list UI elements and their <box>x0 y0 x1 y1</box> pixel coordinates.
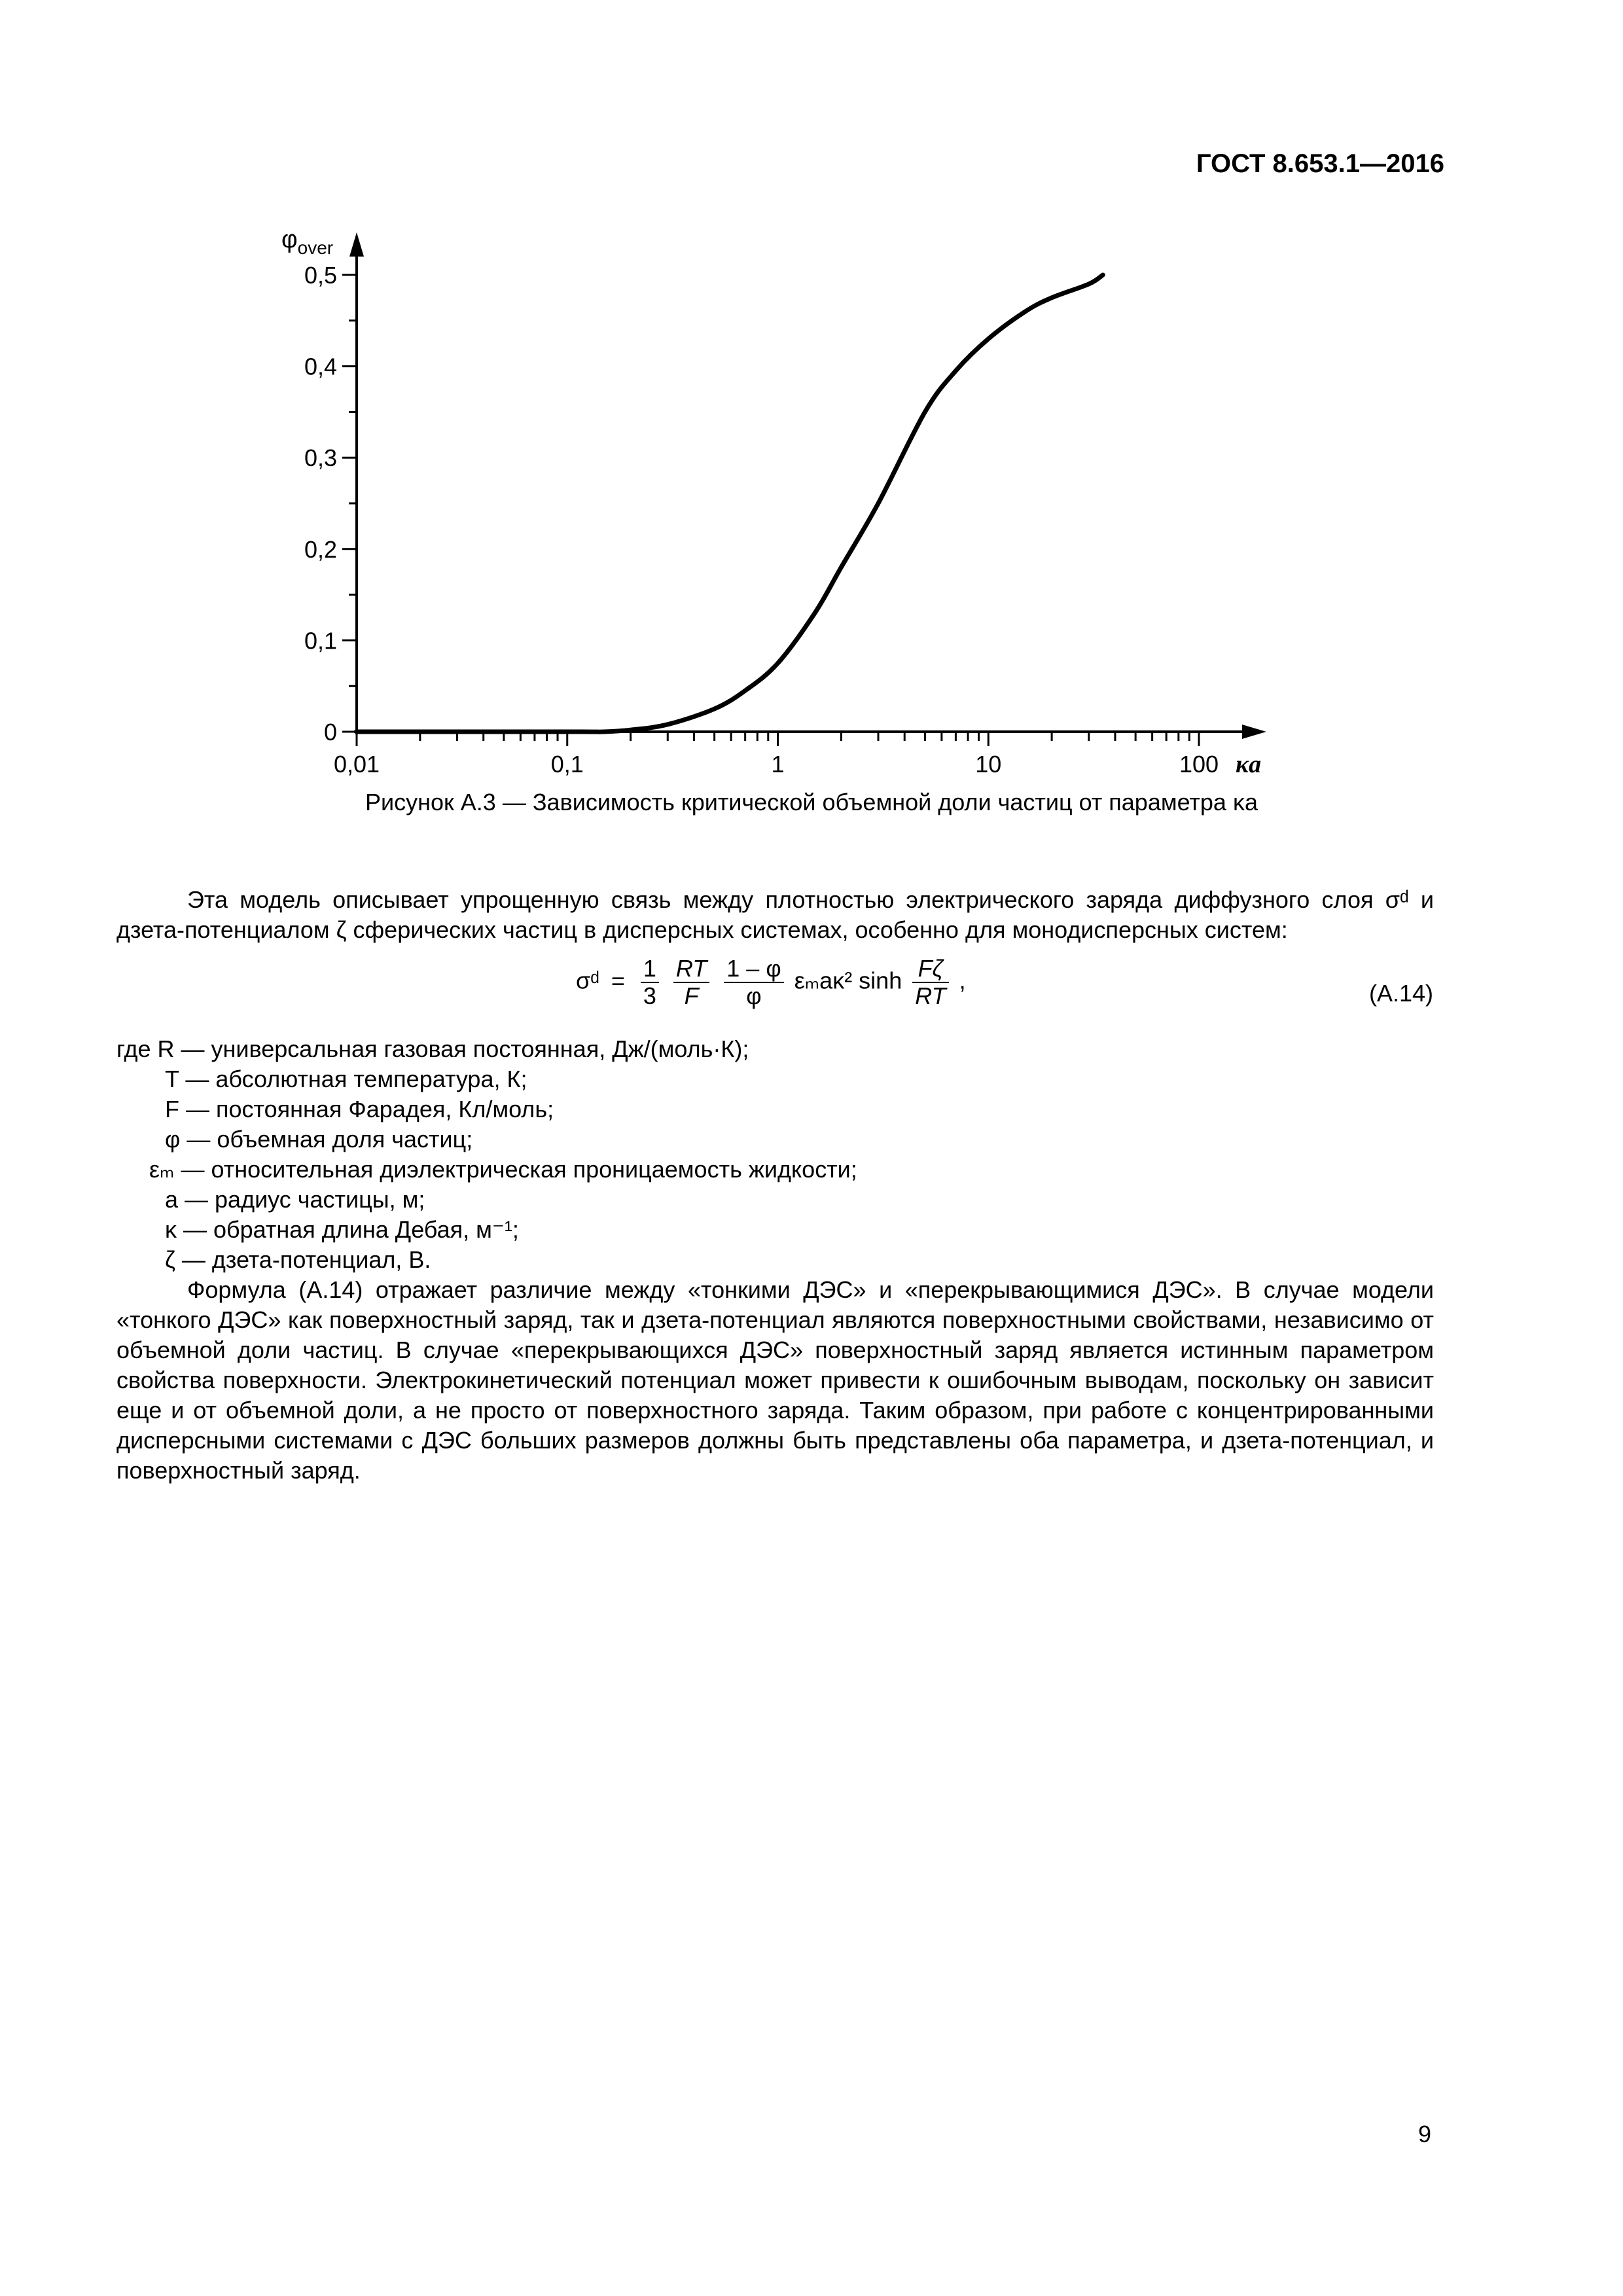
definition-item: a — радиус частицы, м; <box>165 1186 425 1213</box>
page-number: 9 <box>1418 2121 1431 2147</box>
fraction-4 <box>912 956 948 1009</box>
intro-paragraph: Эта модель описывает упрощенную связь между плотностью электрического заряда диффузного слоя σᵈ и дзета-потенциалом ζ сферических частиц в дисперсных системах, особенно для монодисперсных систем: <box>116 886 1434 943</box>
fraction-2-den: F <box>684 982 699 1009</box>
definition-item: φ — объемная доля частиц; <box>165 1126 473 1153</box>
definition-item: T — абсолютная температура, К; <box>165 1066 527 1092</box>
y-tick-label: 0,2 <box>304 535 337 563</box>
x-axis-arrow <box>1242 725 1266 739</box>
main-paragraph: Формула (A.14) отражает различие между «тонкими ДЭС» и «перекрывающимися ДЭС». В случае модели «тонкого ДЭС» как поверхностный заряд, так и дзета-потенциал являются поверхностными свойствами, независимо от объемной доли частиц. В случае «перекрывающихся ДЭС» поверхностный заряд является истинным параметром свойства поверхности. Электрокинетический потенциал может привести к ошибочным выводам, поскольку он зависит еще и от объемной доли, а не просто от поверхностного заряда. Таким образом, при работе с концентрированными дисперсными системами с ДЭС больших размеров должны быть представлены оба параметра, и дзета-потенциал, и поверхностный заряд. <box>116 1276 1434 1484</box>
x-tick-label: 0,01 <box>333 751 380 778</box>
x-tick-label: 1 <box>771 751 785 778</box>
series-line <box>357 275 1103 732</box>
x-ticks <box>334 732 1219 778</box>
chart <box>0 0 1623 825</box>
fraction-4-num: Fζ <box>912 956 948 983</box>
formula-a14 <box>576 956 1427 1034</box>
fraction-1-num: 1 <box>641 956 659 983</box>
definition-item: где R — универсальная газовая постоянная, Дж/(моль·К); <box>116 1035 749 1062</box>
fraction-3-den: φ <box>746 982 762 1009</box>
y-axis-label: $\varphi_{over}$ <box>281 226 334 258</box>
x-axis-label: κa <box>1236 751 1262 778</box>
formula-number: (A.14) <box>1368 980 1433 1007</box>
definition-item: F — постоянная Фарадея, Кл/моль; <box>165 1096 554 1122</box>
fraction-1-den: 3 <box>643 982 656 1009</box>
chart-axes <box>349 232 1266 739</box>
x-tick-label: 0,1 <box>550 751 584 778</box>
y-tick-label: 0,3 <box>304 444 337 472</box>
formula-middle: εₘaκ² sinh <box>794 967 902 994</box>
fraction-2 <box>673 956 709 1009</box>
fraction-2-num: RT <box>673 956 709 983</box>
x-tick-label: 10 <box>975 751 1002 778</box>
y-axis-arrow <box>349 232 364 257</box>
fraction-3 <box>724 956 783 1009</box>
y-tick-label: 0,5 <box>304 262 337 289</box>
y-tick-label: 0 <box>323 719 337 745</box>
fraction-1 <box>641 956 659 1009</box>
definition-item: εₘ — относительная диэлектрическая проницаемость жидкости; <box>149 1156 857 1183</box>
y-tick-label: 0,4 <box>304 353 337 380</box>
formula-tail: , <box>959 967 966 994</box>
definition-item: ζ — дзета-потенциал, В. <box>165 1246 431 1273</box>
formula-lhs: σᵈ <box>576 967 599 994</box>
formula-eq: = <box>611 967 625 994</box>
definition-item: κ — обратная длина Дебая, м⁻¹; <box>165 1216 519 1243</box>
y-ticks <box>304 262 357 745</box>
definitions-list <box>116 1034 857 1275</box>
document-header: ГОСТ 8.653.1—2016 <box>1196 149 1444 178</box>
y-tick-label: 0,1 <box>304 627 337 655</box>
x-tick-label: 100 <box>1179 751 1219 778</box>
fraction-3-num: 1 – φ <box>724 956 783 983</box>
figure-caption: Рисунок А.3 — Зависимость критической объемной доли частиц от параметра κa <box>365 789 1258 816</box>
fraction-4-den: RT <box>915 982 946 1009</box>
